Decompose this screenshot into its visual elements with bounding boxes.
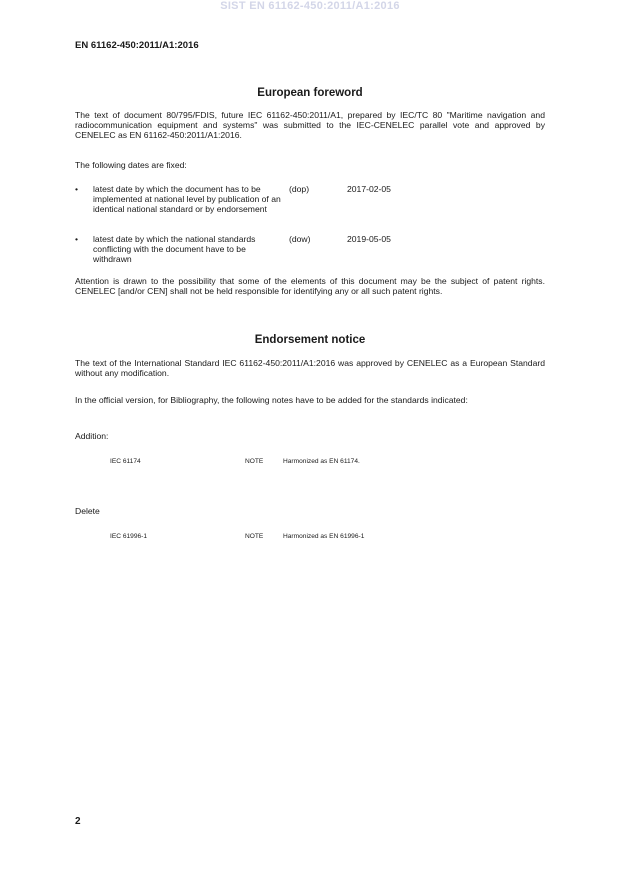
date-value: 2019-05-05: [347, 234, 391, 244]
note-label: NOTE: [245, 533, 264, 540]
bullet-marker: •: [75, 234, 79, 244]
date-code: (dow): [289, 234, 311, 244]
foreword-title: European foreword: [257, 87, 363, 99]
standard-reference: IEC 61174: [110, 458, 141, 465]
endorsement-title: Endorsement notice: [254, 334, 366, 346]
bibliography-intro: In the official version, for Bibliography, the following notes have to be added for the standards indicated:: [75, 395, 468, 405]
note-text: Harmonized as EN 61174.: [283, 458, 360, 465]
delete-label: Delete: [75, 506, 100, 516]
foreword-intro: The text of document 80/795/FDIS, future IEC 61162-450:2011/A1, prepared by IEC/TC 80 "Maritime navigation and radiocommunication equipment and systems" was submitted to the IEC-CENELEC parallel vote and approved by CENELEC as EN 61162-450:2011/A1:2016.: [75, 110, 545, 141]
date-description: latest date by which the document has to be implemented at national level by publication of an identical national standard or by endorsement: [93, 184, 281, 215]
document-identifier: EN 61162-450:2011/A1:2016: [75, 40, 199, 51]
endorsement-text: The text of the International Standard IEC 61162-450:2011/A1:2016 was approved by CENELEC as a European Standard without any modification.: [75, 358, 545, 379]
addition-label: Addition:: [75, 431, 109, 441]
date-code: (dop): [289, 184, 310, 194]
patent-attention: Attention is drawn to the possibility that some of the elements of this document may be the subject of patent rights. CENELEC [and/or CEN] shall not be held responsible for identifying any or all such patent rights.: [75, 276, 545, 297]
note-text: Harmonized as EN 61996-1: [283, 533, 365, 540]
date-value: 2017-02-05: [347, 184, 391, 194]
page-number: 2: [75, 816, 81, 827]
standard-reference: IEC 61996-1: [110, 533, 148, 540]
bullet-marker: •: [75, 184, 79, 194]
watermark: SIST EN 61162-450:2011/A1:2016: [220, 0, 400, 12]
note-label: NOTE: [245, 458, 264, 465]
dates-intro: The following dates are fixed:: [75, 160, 187, 170]
date-description: latest date by which the national standards conflicting with the document have to be withdrawn: [93, 234, 256, 265]
